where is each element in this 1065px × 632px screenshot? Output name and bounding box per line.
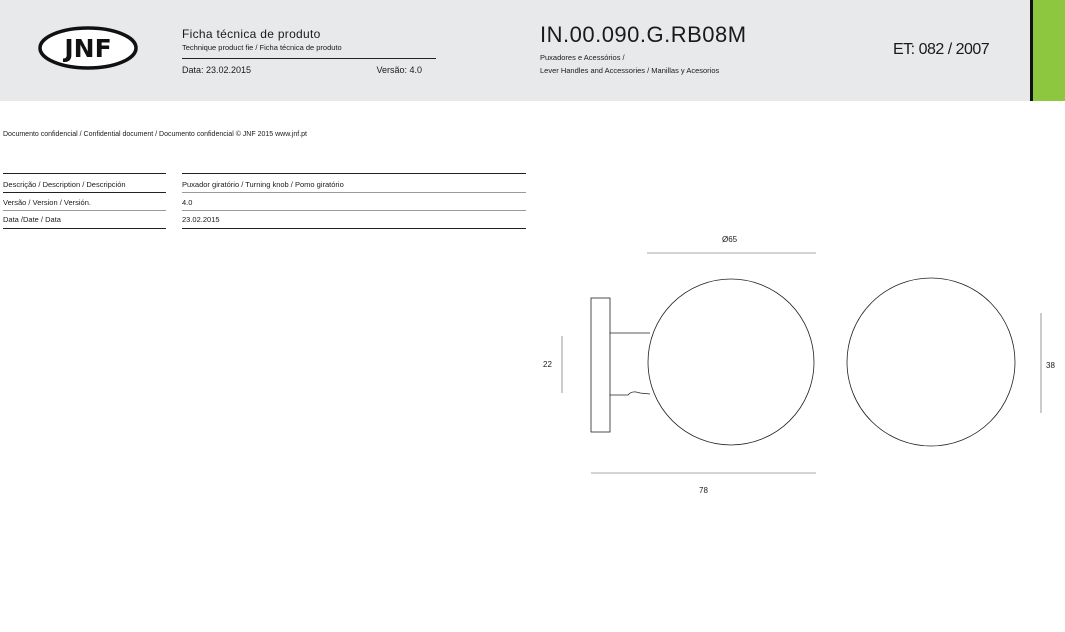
category-line-1: Puxadores e Acessórios / — [540, 53, 625, 62]
dim-height-label: 38 — [1046, 361, 1055, 370]
sheet-subtitle: Technique product fie / Ficha técnica de produto — [182, 43, 342, 52]
confidential-notice: Documento confidencial / Confidential document / Documento confidencial © JNF 2015 www.jnf.pt — [3, 131, 307, 138]
knob-front-view — [847, 278, 1015, 446]
sheet-version: Versão: 4.0 — [376, 65, 422, 75]
knob-side-view — [648, 279, 814, 445]
logo-text: JNF — [64, 34, 112, 63]
category-line-2: Lever Handles and Accessories / Manillas y Acesorios — [540, 66, 720, 75]
dim-neck-label: 22 — [543, 360, 552, 369]
product-code: IN.00.090.G.RB08M — [540, 22, 747, 47]
spec-value-description: Puxador giratório / Turning knob / Pomo giratório — [182, 180, 344, 189]
sheet-title: Ficha técnica de produto — [182, 27, 321, 41]
spec-label-date: Data /Date / Data — [3, 215, 61, 224]
spec-value-date: 23.02.2015 — [182, 215, 220, 224]
knob-neck — [610, 333, 650, 395]
rose-plate — [591, 298, 610, 432]
et-reference: ET: 082 / 2007 — [893, 41, 990, 58]
dim-length-label: 78 — [699, 486, 708, 495]
spec-value-version: 4.0 — [182, 198, 193, 207]
sheet-date: Data: 23.02.2015 — [182, 65, 252, 75]
spec-label-description: Descrição / Description / Descripción — [3, 180, 126, 189]
spec-label-version: Versão / Version / Versión. — [3, 198, 91, 207]
dim-diameter-label: Ø65 — [722, 235, 738, 244]
